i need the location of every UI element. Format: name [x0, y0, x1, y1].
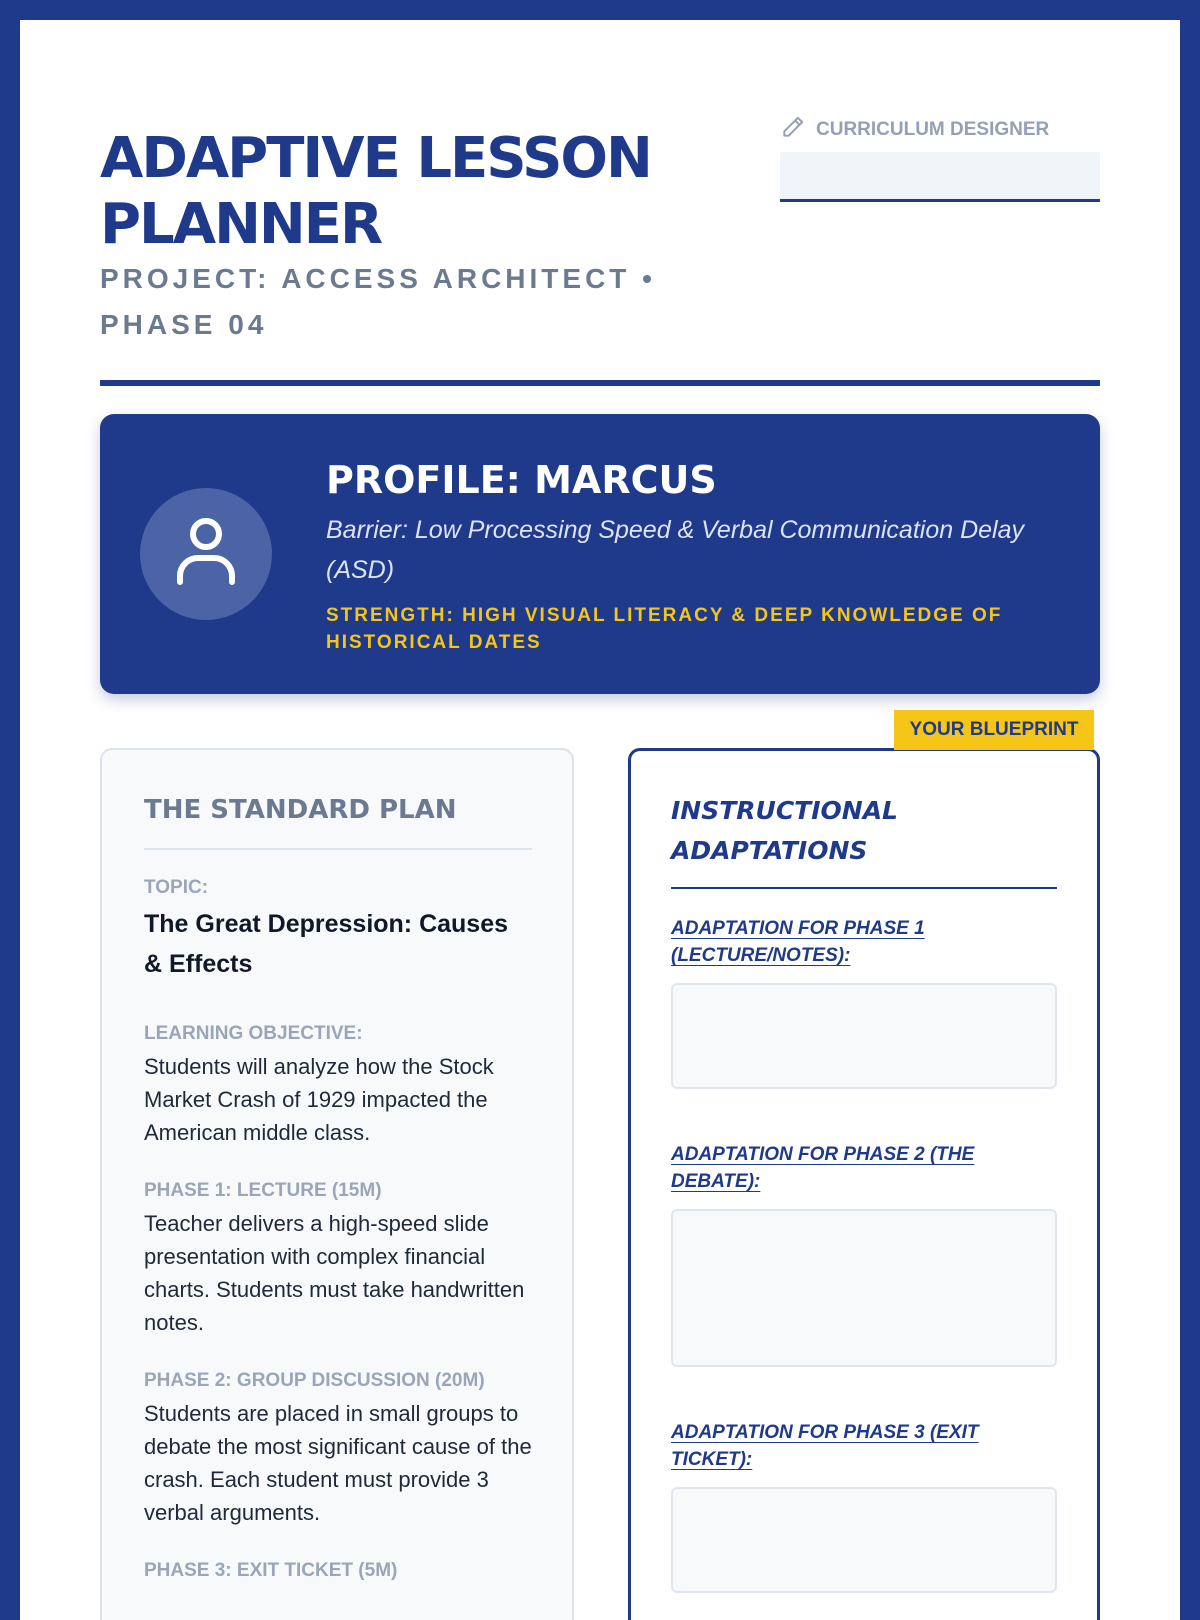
curriculum-designer-label: CURRICULUM DESIGNER [816, 119, 1050, 140]
your-blueprint-badge: YOUR BLUEPRINT [894, 710, 1094, 750]
worksheet-page [20, 20, 1180, 1620]
phase3-label: PHASE 3: EXIT TICKET (5M) [144, 1560, 398, 1581]
student-profile-card [100, 414, 1100, 694]
pencil-icon [780, 114, 806, 146]
adaptation-phase3-label: ADAPTATION FOR PHASE 3 (EXIT TICKET): [671, 1422, 979, 1470]
adaptation-phase2-label: ADAPTATION FOR PHASE 2 (THE DEBATE): [671, 1144, 975, 1192]
user-icon [174, 516, 238, 593]
avatar [140, 488, 272, 620]
page-header [100, 100, 1100, 386]
phase2-section [144, 1369, 532, 1529]
topic-section [144, 876, 532, 984]
phase2-text: Students are placed in small groups to debate the most significant cause of the crash. Each student must provide 3 verbal arguments. [144, 1401, 532, 1525]
page-subtitle: PROJECT: ACCESS ARCHITECT • PHASE 04 [100, 263, 656, 340]
objective-label: LEARNING OBJECTIVE: [144, 1023, 363, 1044]
phase3-section [144, 1559, 532, 1583]
phase2-label: PHASE 2: GROUP DISCUSSION (20M) [144, 1370, 485, 1391]
adaptation-phase2-input[interactable] [671, 1209, 1057, 1367]
adaptation-phase1 [671, 915, 1057, 1089]
curriculum-designer-field [780, 118, 1100, 202]
standard-plan-title: THE STANDARD PLAN [144, 790, 532, 850]
adaptation-phase1-label: ADAPTATION FOR PHASE 1 (LECTURE/NOTES): [671, 918, 925, 966]
profile-strength: STRENGTH: HIGH VISUAL LITERACY & DEEP KNOWLEDGE OF HISTORICAL DATES [326, 605, 1003, 653]
adaptation-phase3-input[interactable] [671, 1487, 1057, 1593]
standard-plan-panel [100, 748, 574, 1620]
adaptation-phase2 [671, 1141, 1057, 1367]
adaptation-phase1-input[interactable] [671, 983, 1057, 1089]
phase1-label: PHASE 1: LECTURE (15M) [144, 1180, 382, 1201]
phase1-section [144, 1179, 532, 1339]
profile-name: PROFILE: MARCUS [326, 458, 717, 502]
topic-value: The Great Depression: Causes & Effects [144, 910, 509, 978]
phase1-text: Teacher delivers a high-speed slide presentation with complex financial charts. Students must take handwritten notes. [144, 1211, 525, 1335]
objective-section [144, 1022, 532, 1149]
topic-label: TOPIC: [144, 877, 209, 898]
curriculum-designer-input[interactable] [780, 152, 1100, 202]
curriculum-designer-label-row [780, 118, 1100, 142]
blueprint-panel [628, 748, 1100, 1620]
instructional-adaptations-title: INSTRUCTIONAL ADAPTATIONS [671, 791, 1057, 889]
adaptation-phase3 [671, 1419, 1057, 1593]
objective-text: Students will analyze how the Stock Market Crash of 1929 impacted the American middle class. [144, 1054, 494, 1145]
profile-barrier: Barrier: Low Processing Speed & Verbal Communication Delay (ASD) [326, 516, 1025, 584]
page-title: ADAPTIVE LESSON PLANNER [100, 126, 651, 257]
